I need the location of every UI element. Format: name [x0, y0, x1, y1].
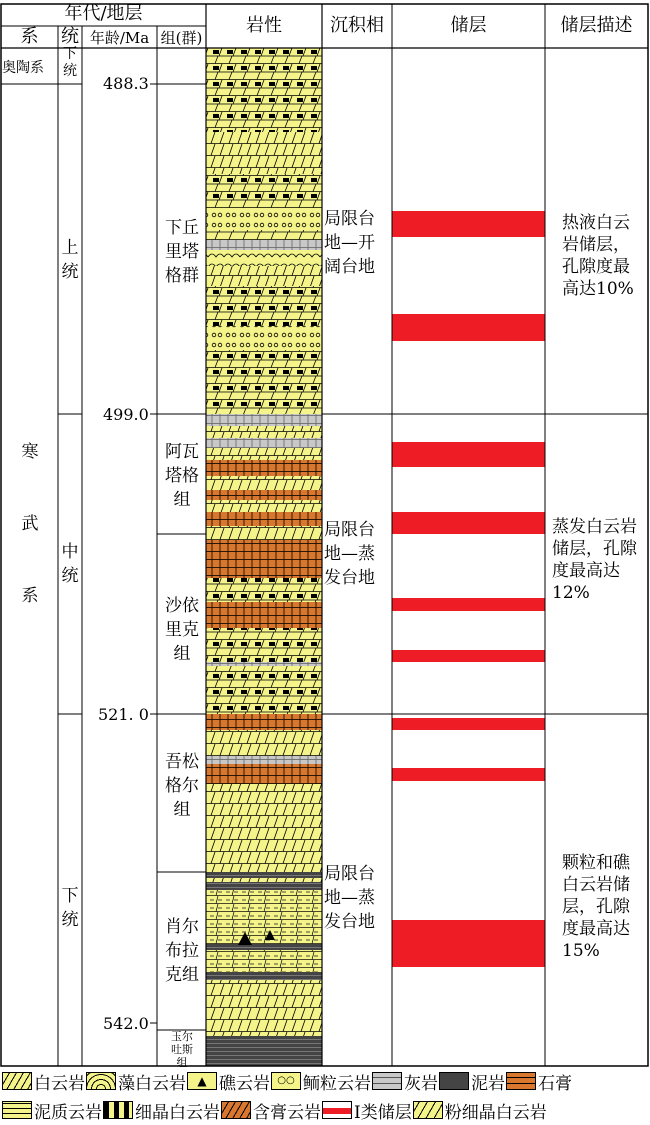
legend-item: 泥质云岩 [2, 1098, 102, 1123]
formation-wusonggeer: 吾松 格尔 组 [165, 752, 199, 820]
system-ordovician: 奥陶系 [2, 60, 44, 76]
legend-item: 含膏云岩 [221, 1098, 321, 1123]
system-cambrian: 寒 武 系 [21, 442, 39, 606]
header-lithology: 岩性 [246, 15, 282, 36]
legend-row-1 [2, 1068, 573, 1094]
legend-item: 细晶白云岩 [103, 1098, 220, 1123]
algal-dolomite-swatch [86, 1072, 116, 1090]
reservoir-desc-upper: 热液白云岩储层，孔隙度最高达10% [562, 213, 634, 299]
legend-item: 泥岩 [439, 1069, 505, 1094]
legend-item: 灰岩 [372, 1069, 438, 1094]
formation-yuertusi: 玉尔 吐斯 组 [171, 1030, 193, 1069]
series-middle: 中 统 [61, 542, 79, 586]
reservoir-class-i-swatch [322, 1101, 352, 1119]
series-ordovician-lower: 下 统 [63, 46, 77, 79]
age-label: 488.3 [103, 74, 149, 93]
mudstone-swatch [439, 1072, 469, 1090]
header-group: 组(群) [160, 29, 203, 47]
series-upper: 上 统 [61, 238, 79, 282]
argillaceous-dolomite-swatch [2, 1101, 32, 1119]
reef-dolomite-swatch: ▲ [187, 1072, 217, 1090]
legend-item: I类储层 [322, 1098, 412, 1123]
gypsum-swatch [506, 1072, 536, 1090]
legend-item: ▲ 礁云岩 [187, 1069, 270, 1094]
legend-item: 白云岩 [2, 1069, 85, 1094]
legend-item: 石膏 [506, 1069, 572, 1094]
legend-row-2 [2, 1097, 548, 1123]
header-facies: 沉积相 [330, 15, 384, 36]
limestone-swatch [372, 1072, 402, 1090]
gypsiferous-dolomite-swatch [221, 1101, 251, 1119]
silty-fine-dolomite-swatch [413, 1101, 443, 1119]
header-reservoir-desc: 储层描述 [560, 15, 633, 36]
facies-upper: 局限台 地—开 阔台地 [324, 209, 375, 277]
dolomite-swatch [2, 1072, 32, 1090]
age-label: 521. 0 [98, 705, 149, 724]
series-lower: 下 统 [61, 886, 79, 930]
header-reservoir: 储层 [450, 15, 487, 36]
legend-item: 藻白云岩 [86, 1069, 186, 1094]
oolitic-dolomite-swatch: ○○ [271, 1072, 301, 1090]
age-label: 542.0 [103, 1014, 149, 1033]
fine-crystalline-dolomite-swatch [103, 1101, 133, 1119]
header-age: 年龄/Ma [89, 29, 150, 47]
reservoir-desc-lower: 颗粒和礁白云岩储层，孔隙度最高达15% [562, 853, 630, 961]
header-era-stratum: 年代/地层 [64, 3, 143, 24]
formation-shayilike: 沙依 里克 组 [165, 596, 199, 664]
header-system: 系 [20, 26, 39, 47]
formation-xiaqiulitage: 下丘 里塔 格群 [165, 218, 199, 286]
facies-middle: 局限台 地—蒸 发台地 [324, 520, 375, 588]
formation-xiaoerbulake: 肖尔 布拉 克组 [165, 917, 199, 985]
facies-lower: 局限台 地—蒸 发台地 [324, 864, 375, 932]
reservoir-bars [392, 211, 545, 967]
header-series: 统 [61, 26, 79, 47]
reservoir-desc-middle: 蒸发白云岩储层，孔隙度最高达12% [552, 517, 637, 603]
legend-item: ○○ 鲕粒云岩 [271, 1069, 371, 1094]
legend-item: 粉细晶白云岩 [413, 1098, 547, 1123]
age-label: 499.0 [103, 405, 149, 424]
lithology-column [206, 48, 322, 1066]
formation-awatage: 阿瓦 塔格 组 [165, 442, 199, 510]
